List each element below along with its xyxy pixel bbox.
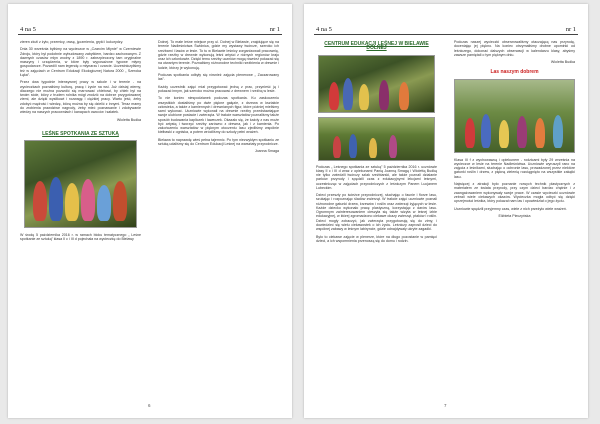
page-number: 6	[148, 403, 151, 408]
paragraph: Przez dwa tygodnie intensywnej pracy w szkole i w terenie - na wycieczkach poznaliśmy kulturę, pracę i życie na wsi. Już dzisiaj wiemy, dlaczego nie można pozwolić się marnować chlebowi, by chleb był na twoim stole, który z trudem rolnika mógł zrodzić na dobrze przygotowanej ziemi, ale dzięki wysiłkowi i rozwagę i ciężkiej pracy. Warto jeść, żeby zdobyć mądrość i wiedzę, którą można by się dzielić z innymi. Teraz mamy do zrobienia prawdziwe nagrody, żeby mieć poznawanie i zdobywanie wiedzy na naszych pracowniach i kanapach owoców i sałatek.	[20, 80, 141, 115]
forest-photo-2	[318, 117, 435, 161]
right-page	[304, 4, 588, 418]
section-title: CENTRUM EDUKACJI LEŚNEJ W BIELAWIE DOLNEJ	[324, 41, 429, 52]
header-right: nr 1	[565, 26, 576, 33]
paragraph: Podczas naszej wycieczki obserwowaliśmy otaczającą nas przyrodę, doceniając jej piękno. Na koniec otrzymaliśmy drobne upominki od leśniczego, dokonać dalszych obserwacji w kalendarzu klasy, abyśmy zawsze pamiętali o tym pięknym dniu.	[454, 40, 575, 57]
paragraph: Dnia 30 września byliśmy na wycieczce w „Czarcim Młynie” w Czerniewie Zdroju, który był podobnie wybudowany zabytkiem, bardzo zachowanym. Z dawnych czasów młyn wodny z 1890 r. zabezpieczony tam oryginalne maszyny i urządzenia, w które były wyposażone typowe młyny gospodarcze. Pozwolili nam legendę o młynarzu i czarcie. Uczestniczyliśmy też w zajęciach w Centrum Edukacji Ekologicznej Natura 2000 „ Szeroka Łąka”.	[20, 47, 141, 77]
paragraph: Każdy uczestnik zajęć miał przygotować jedną z prac, przynieść ją i pokazać innym, jak szeroko można pracować z drewnem i rzeźbą w lesie.	[158, 84, 279, 93]
section-title: LEŚNE SPOTKANIA ZE SZTUKĄ	[42, 130, 119, 137]
header-left: 4 na 5	[20, 26, 36, 33]
paragraph: W środę 5 października 2016 r. w ramach bloku tematycznego „ Leśne spotkanie ze sztuką” klasa II c i III d pojechała na wycieczkę do Bielawy	[20, 233, 141, 242]
group-photo	[24, 140, 137, 228]
paragraph: Uczniowie spędzili przyjemny czas, wiele z nich przeżyło wiele wrażeń.	[454, 206, 567, 211]
left-column-2	[158, 40, 279, 160]
paragraph: Było to ciekawe zajęcie w plenerze, które na długo pozostanie w pamięci dzieci, a ich wspomnienia przenoszą się do domu i rodzin.	[316, 234, 437, 243]
paragraph: Klasa III f z wychowawcą i opiekunem - rodzicami były 29 września na wycieczce w lesie na terenie Nadleśnictwa. Uczniowie wyruszyli rano na zajęcia z leśnikami, słuchając o ochronie lasu, prowadzonej przez niektóre gatunki roślin i drzew, z piękną zielenią rozciągnięto na wszystkie zakątki lasu.	[454, 157, 575, 179]
header-rule	[18, 34, 282, 35]
paragraph: To nie koniec niespodzianek podczas spotkania. Ku zaskoczeniu wszystkich dostaliśmy po dwie piękne gałęzie, z drzewa w kształcie człowieka, a także z kamiennych i drewnianych figur, które później mieliśmy sami wykonać. Uczniowie wykonali na drewnie rzeźby przedstawiające swoje ulubione postacie i zwierzęta. W trakcie warsztatów poznaliśmy także sposób budowania kapliczek i ławeczek. Okazało się, że każdy z nas może być artystą i tworzyć rzeźby zarówno z drewna, jak i z kamienia. Po zakończeniu warsztatów w pięknym otoczeniu lasu zjedliśmy wspólnie kiełbaski z ogniska, a potem wróciliśmy do szkoły pełni wrażeń.	[158, 96, 279, 135]
right-column-1	[316, 40, 437, 246]
left-column-1	[20, 40, 141, 245]
right-column-2	[454, 40, 575, 224]
paragraph: Bielawa to naprawdę wieś pełna tajemnic. Po tym niezwykłym spotkaniu ze sztuką udaliśmy się do Centrum Edukacji Leśnej na warsztaty przyrodnicze.	[158, 137, 279, 146]
paragraph: Podczas spotkania odbyły się również zajęcia plenerowe „ Zaczarowany las”.	[158, 72, 279, 82]
paragraph: zieren złożi z żyto, przemicy, owsę, jęczmienia, gryki i kukurydzy.	[20, 40, 124, 44]
signature: Joanna Smaga	[254, 149, 279, 154]
header-left: 4 na 5	[316, 26, 332, 33]
paragraph: Najwięcej z atrakcji było poznanie nowych technik plastycznych z materiałem ze świata przyrody, przy czym dzieci bardzo chętnie i z zaangażowaniem wykonywały swoje prace. W czasie wycieczki uczniowie zebrali wiele ciekawych okazów. Wycieczka mogła odbyć się dzięki uprzejmości leśnika, który pokazał nam las i opowiedział o jego życiu.	[454, 182, 575, 204]
signature: Wioletta Budka	[116, 117, 141, 122]
paragraph: Podczas „ Leśnego spotkania ze sztuką” 5 października 2016 r. uczniowie klasy II c i III d wraz z opiekunami Panią Joanną Smagą i Wiolettą Budką nie tylko zwiedzili twórczy szlak rzeźbiarski, ale także poznali działanie parków przyrody i spędzili czas z edukacyjnymi lekcjami leśnymi, uczestnicząc w zajęciach przyrodniczych z leśniczym Panem Lucjanem Lubeckim.	[316, 164, 437, 190]
forest-photo-1	[318, 55, 435, 113]
header-rule	[314, 34, 578, 35]
section-title: Las naszym dobrem	[490, 69, 539, 76]
page-number: 7	[444, 403, 447, 408]
paragraph: Dolnej. To małe leśne miejsce przy ul. Dolnej w Bielawie, znajdujące się na terenie Nadleśnictwa Świdnica, gdzie my wystawy twórcze, szeroko ich rzeźbami i lasów w lesie. To tu w Bielawie leśnicy zorganizowali pracownię, gdzie rzeźby w drewnie wykonują leśni artyści z różnych regionów kraju oraz ich członkowie. Dzięki temu rzeźby uczniów mogą również pokazać się na otwartym terenie. Poznaliśmy różnorodne techniki rzeźbienia w drewnie i ludzie, którzy je wykonują.	[158, 40, 279, 70]
signature: Elżbieta Pieczyńska	[498, 214, 531, 218]
forest-photo-3	[454, 79, 575, 153]
signature: Wioletta Budka	[550, 60, 575, 65]
header-right: nr 1	[269, 26, 280, 33]
paragraph: Dzieci przeszły po ścieżce przyrodniczej, słuchając o faunie i florze lasu, szukając i rozpoznając śladów zwierząt. W trakcie zajęć uczniowie poznali różnorodne gatunki drzew, krzewów i roślin oraz zwierząt żyjących w lesie. Każde dziecko wykonało pracę plastyczną, korzystając z darów lasu. Ogromnym zainteresowaniem cieszyła się także wizyta w leśnej izbie edukacyjnej, w której zgromadzono ciekawe okazy zwierząt, ptaków i roślin. Dzieci mogły zobaczyć, jak zwierzęta przygotowują się do zimy, i dowiedzieć się wielu ciekawostek o ich życiu. Leśniczy zaprosił dzieci do wspólnej zabawy w leśnym labiryncie, gdzie odnajdywały ukryte zagadki.	[316, 193, 437, 232]
left-page	[8, 4, 292, 418]
